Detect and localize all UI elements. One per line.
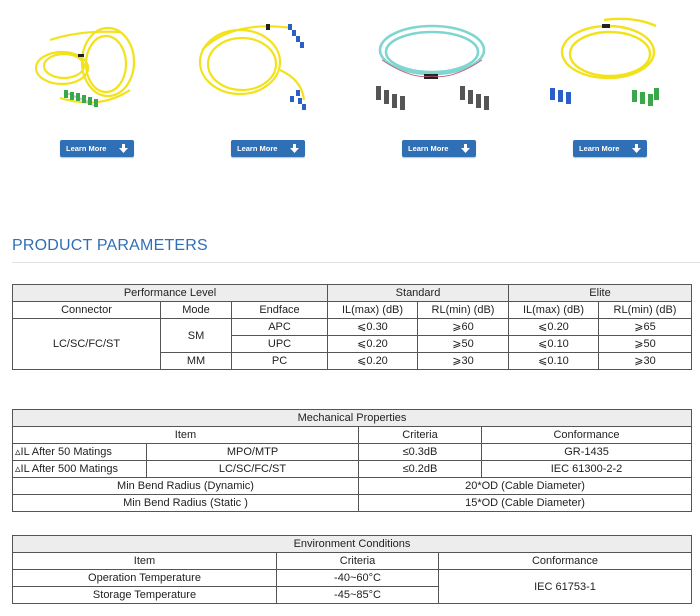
arrow-down-icon xyxy=(460,143,471,154)
table-row xyxy=(13,553,692,570)
elite-rl-cell: ⩾30 xyxy=(599,353,692,370)
connector-type-cell: MPO/MTP xyxy=(147,444,359,461)
table-row xyxy=(13,319,692,336)
conformance-cell: IEC 61300-2-2 xyxy=(482,461,692,478)
product-image-4[interactable] xyxy=(544,10,664,122)
item-cell: Operation Temperature xyxy=(13,570,277,587)
environment-title: Environment Conditions xyxy=(13,536,692,553)
mechanical-properties-table xyxy=(12,409,692,512)
criteria-cell: ≤0.2dB xyxy=(359,461,482,478)
criteria-header: Criteria xyxy=(359,427,482,444)
learn-more-button-2[interactable]: Learn More xyxy=(231,140,305,157)
conformance-cell: GR-1435 xyxy=(482,444,692,461)
standard-header: Standard xyxy=(328,285,509,302)
mode-cell: MM xyxy=(161,353,232,370)
standard-rl-header: RL(min) (dB) xyxy=(418,302,509,319)
elite-il-cell: ⩽0.10 xyxy=(509,336,599,353)
table-row xyxy=(13,478,692,495)
performance-level-header: Performance Level xyxy=(13,285,328,302)
bend-radius-item: Min Bend Radius (Static ) xyxy=(13,495,359,512)
table-row xyxy=(13,461,692,478)
table-row xyxy=(13,427,692,444)
table-row xyxy=(13,302,692,319)
endface-cell: APC xyxy=(232,319,328,336)
elite-il-cell: ⩽0.10 xyxy=(509,353,599,370)
connector-header: Connector xyxy=(13,302,161,319)
standard-rl-cell: ⩾60 xyxy=(418,319,509,336)
mode-cell: SM xyxy=(161,319,232,353)
standard-rl-cell: ⩾50 xyxy=(418,336,509,353)
table-row xyxy=(13,285,692,302)
criteria-cell: -40~60°C xyxy=(277,570,439,587)
connector-cell: LC/SC/FC/ST xyxy=(13,319,161,370)
connector-type-cell: LC/SC/FC/ST xyxy=(147,461,359,478)
endface-cell: PC xyxy=(232,353,328,370)
title-divider xyxy=(12,262,700,263)
conformance-header: Conformance xyxy=(482,427,692,444)
table-row xyxy=(13,570,692,587)
standard-il-header: IL(max) (dB) xyxy=(328,302,418,319)
product-image-2[interactable] xyxy=(192,10,312,122)
learn-more-button-3[interactable]: Learn More xyxy=(402,140,476,157)
arrow-down-icon xyxy=(631,143,642,154)
standard-rl-cell: ⩾30 xyxy=(418,353,509,370)
elite-il-cell: ⩽0.20 xyxy=(509,319,599,336)
item-cell: ▵IL After 500 Matings xyxy=(13,461,147,478)
item-header: Item xyxy=(13,553,277,570)
elite-rl-cell: ⩾50 xyxy=(599,336,692,353)
criteria-cell: ≤0.3dB xyxy=(359,444,482,461)
standard-il-cell: ⩽0.30 xyxy=(328,319,418,336)
mode-header: Mode xyxy=(161,302,232,319)
learn-more-button-4[interactable]: Learn More xyxy=(573,140,647,157)
endface-header: Endface xyxy=(232,302,328,319)
elite-rl-header: RL(min) (dB) xyxy=(599,302,692,319)
elite-il-header: IL(max) (dB) xyxy=(509,302,599,319)
table-row xyxy=(13,536,692,553)
performance-table xyxy=(12,284,692,370)
bend-radius-value: 20*OD (Cable Diameter) xyxy=(359,478,692,495)
fiber-patch-cord-image xyxy=(544,10,664,122)
item-cell: Storage Temperature xyxy=(13,587,277,604)
product-image-1[interactable] xyxy=(20,10,140,122)
endface-cell: UPC xyxy=(232,336,328,353)
arrow-down-icon xyxy=(289,143,300,154)
standard-il-cell: ⩽0.20 xyxy=(328,353,418,370)
mechanical-title: Mechanical Properties xyxy=(13,410,692,427)
elite-header: Elite xyxy=(509,285,692,302)
table-row xyxy=(13,495,692,512)
environment-conditions-table xyxy=(12,535,692,604)
table-row xyxy=(13,410,692,427)
conformance-cell: IEC 61753-1 xyxy=(439,570,692,604)
item-cell: ▵IL After 50 Matings xyxy=(13,444,147,461)
fiber-patch-cord-image xyxy=(192,10,312,122)
conformance-header: Conformance xyxy=(439,553,692,570)
standard-il-cell: ⩽0.20 xyxy=(328,336,418,353)
bend-radius-value: 15*OD (Cable Diameter) xyxy=(359,495,692,512)
criteria-cell: -45~85°C xyxy=(277,587,439,604)
table-row xyxy=(13,444,692,461)
elite-rl-cell: ⩾65 xyxy=(599,319,692,336)
section-title: PRODUCT PARAMETERS xyxy=(12,237,208,254)
fiber-patch-cord-image xyxy=(20,10,140,122)
fiber-patch-cord-image xyxy=(372,10,492,122)
product-image-3[interactable] xyxy=(372,10,492,122)
learn-more-button-1[interactable]: Learn More xyxy=(60,140,134,157)
criteria-header: Criteria xyxy=(277,553,439,570)
arrow-down-icon xyxy=(118,143,129,154)
item-header: Item xyxy=(13,427,359,444)
bend-radius-item: Min Bend Radius (Dynamic) xyxy=(13,478,359,495)
